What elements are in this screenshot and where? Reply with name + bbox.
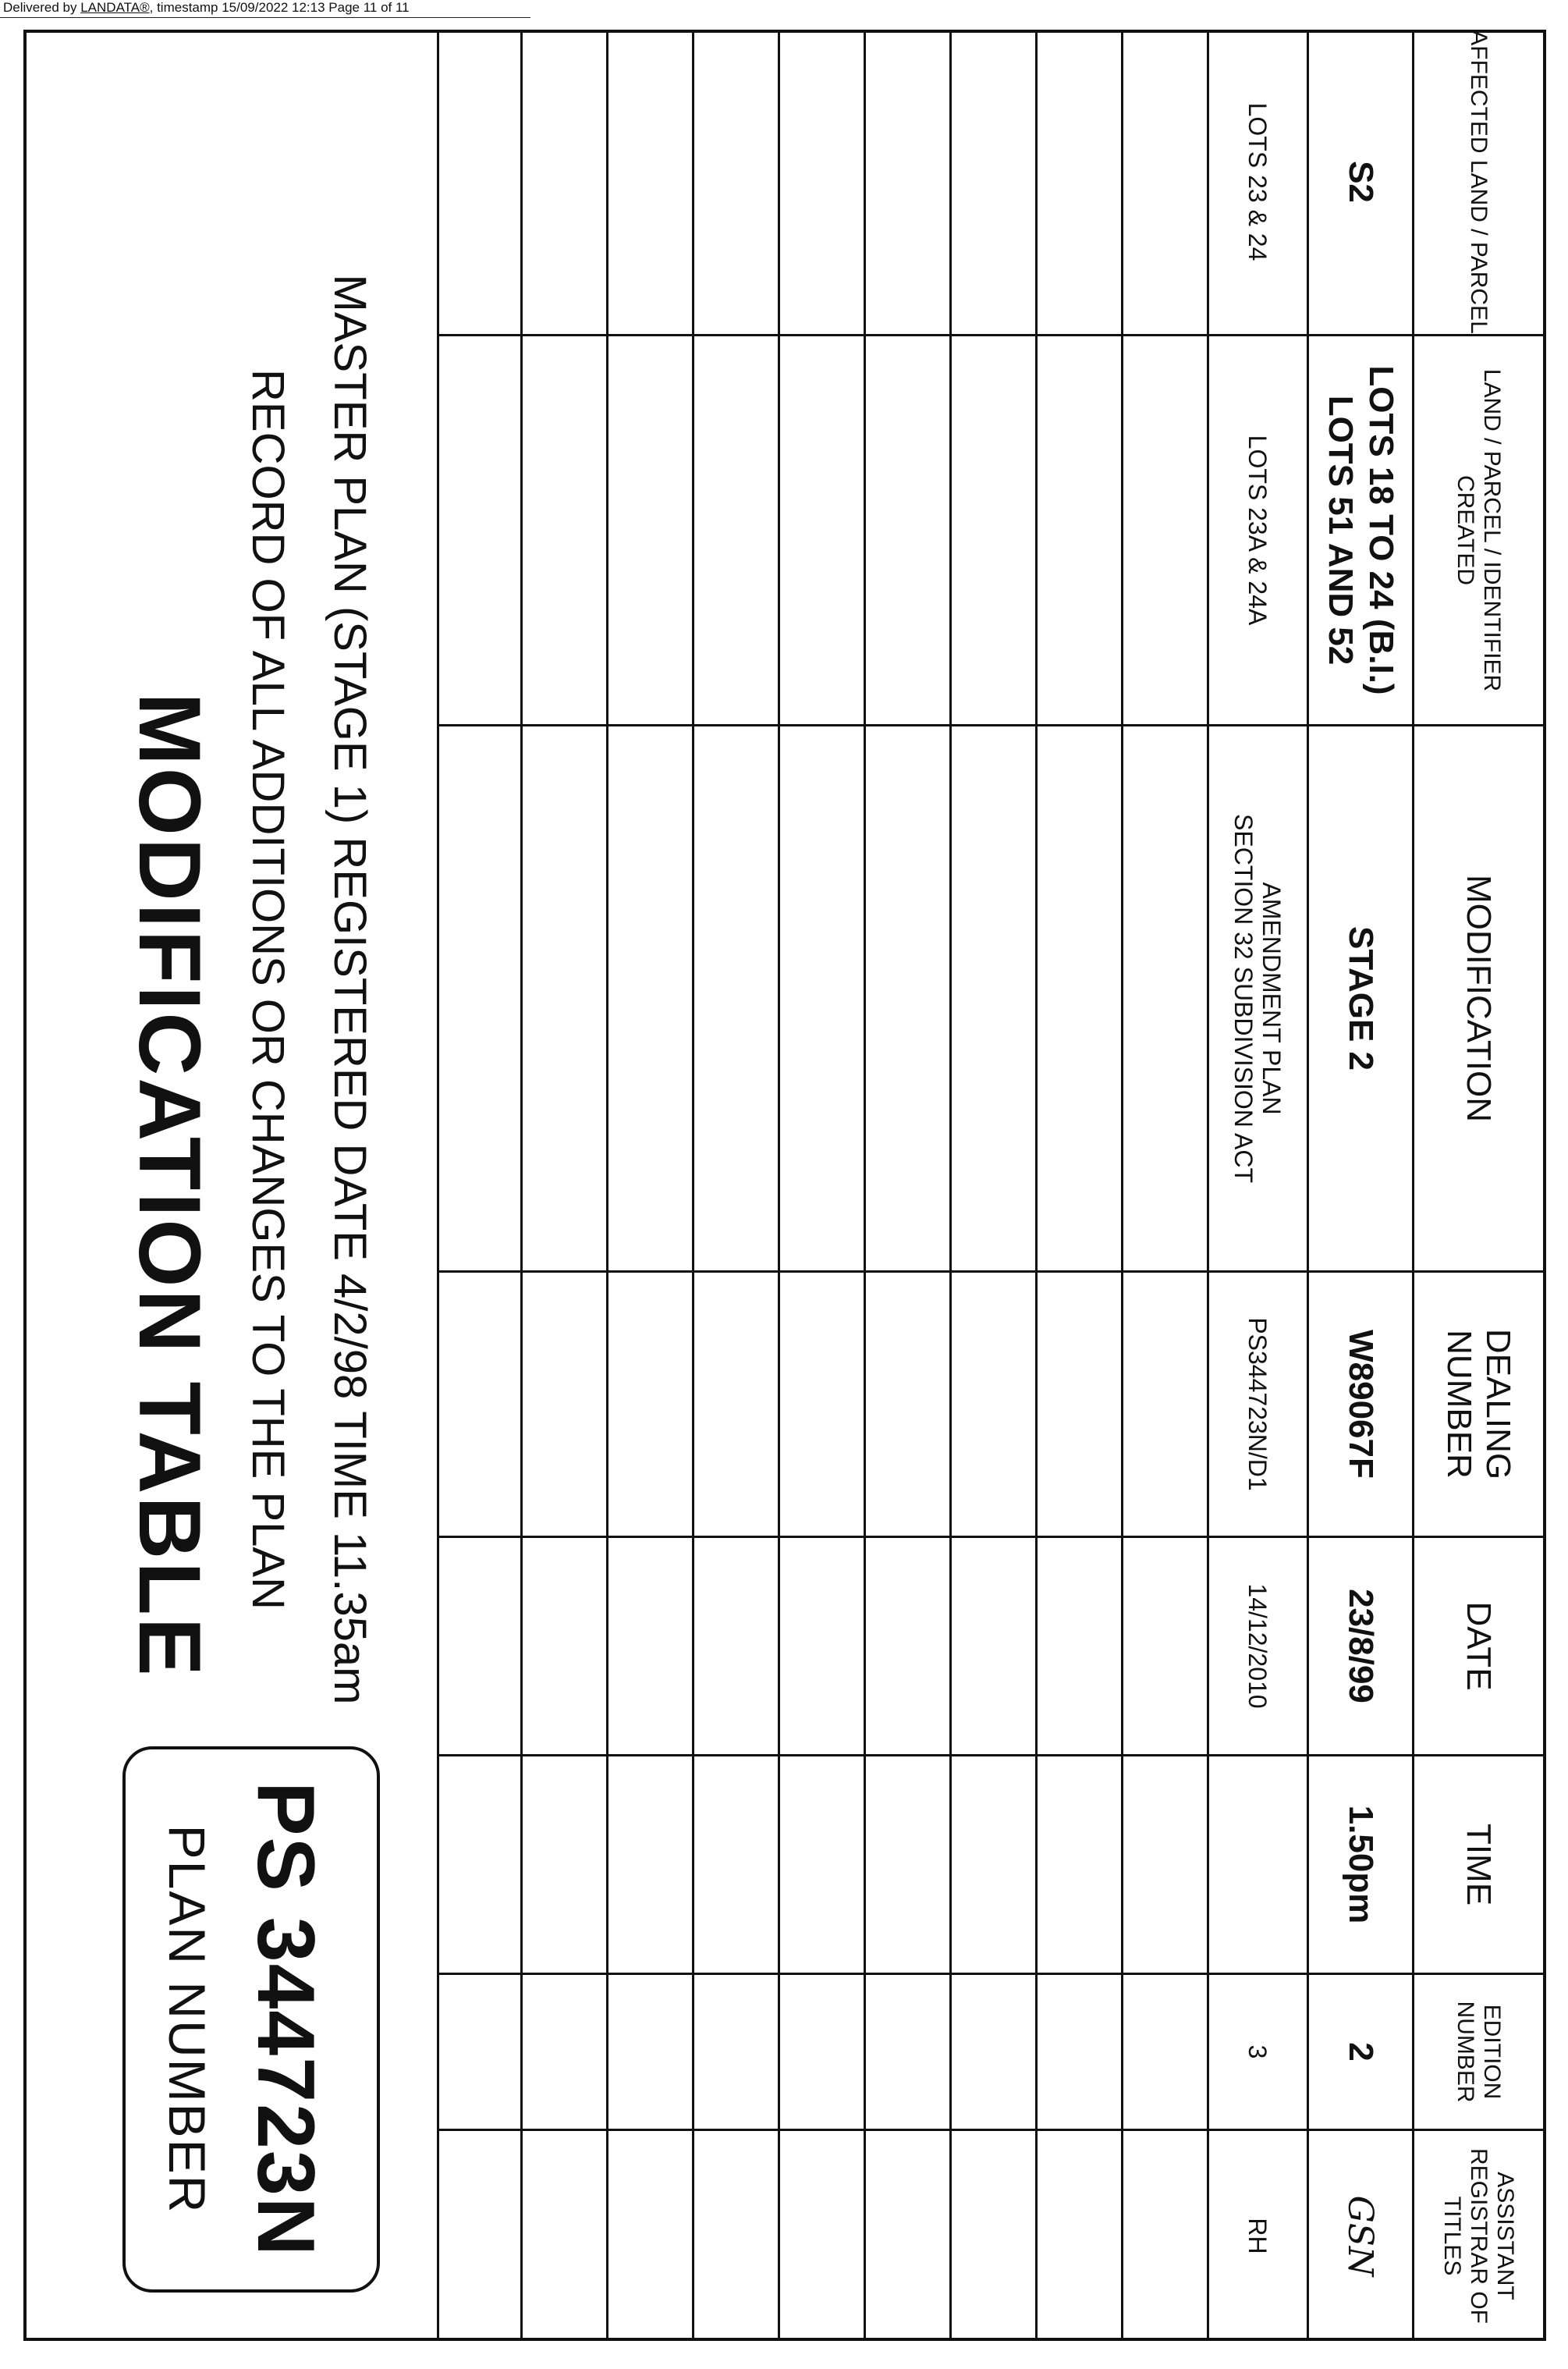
table-row bbox=[866, 30, 952, 2341]
table-cell bbox=[694, 724, 778, 1270]
modification-table bbox=[438, 30, 1546, 2341]
cell-time bbox=[1209, 1754, 1307, 1973]
cell-registrar-initials: RH bbox=[1209, 2129, 1307, 2341]
table-cell bbox=[608, 1536, 692, 1754]
table-cell bbox=[866, 1754, 949, 1973]
table-row bbox=[1038, 30, 1123, 2341]
cell-dealing: PS344723N/D1 bbox=[1209, 1270, 1307, 1536]
identifier-line2: LOTS 51 AND 52 bbox=[1321, 395, 1360, 666]
cell-modification bbox=[1309, 724, 1412, 1270]
delivery-header bbox=[3, 0, 410, 16]
table-cell bbox=[523, 2129, 606, 2341]
table-row bbox=[1123, 30, 1209, 2341]
table-cell bbox=[523, 1270, 606, 1536]
plan-number-box bbox=[122, 1746, 380, 2293]
col-modification-header: MODIFICATION bbox=[1414, 724, 1543, 1270]
landata-link[interactable]: LANDATA® bbox=[80, 0, 150, 15]
table-row bbox=[523, 30, 608, 2341]
table-cell bbox=[1038, 1536, 1121, 1754]
table-cell bbox=[780, 334, 864, 724]
table-cell bbox=[1123, 1270, 1207, 1536]
table-cell bbox=[1038, 724, 1121, 1270]
table-cell bbox=[694, 1973, 778, 2129]
table-cell bbox=[523, 724, 606, 1270]
table-cell bbox=[439, 30, 520, 334]
identifier-line1: LOTS 23A & 24A bbox=[1243, 435, 1272, 626]
cell-modification bbox=[1209, 724, 1307, 1270]
cell-edition: 2 bbox=[1309, 1973, 1412, 2129]
table-row bbox=[952, 30, 1038, 2341]
table-cell bbox=[866, 1536, 949, 1754]
rotated-sheet bbox=[23, 30, 1546, 2341]
table-cell bbox=[866, 2129, 949, 2341]
cell-time: 1.50pm bbox=[1309, 1754, 1412, 1973]
table-cell bbox=[1038, 1754, 1121, 1973]
table-cell bbox=[1038, 30, 1121, 334]
table-cell bbox=[952, 30, 1035, 334]
plan-number-value: PS 344723N bbox=[240, 1781, 331, 2257]
cell-identifier bbox=[1309, 334, 1412, 724]
table-cell bbox=[1123, 334, 1207, 724]
table-cell bbox=[439, 334, 520, 724]
table-cell bbox=[952, 1536, 1035, 1754]
table-cell bbox=[780, 30, 864, 334]
table-cell bbox=[523, 1973, 606, 2129]
table-cell bbox=[439, 2129, 520, 2341]
cell-date: 14/12/2010 bbox=[1209, 1536, 1307, 1754]
table-cell bbox=[1123, 724, 1207, 1270]
identifier-line1: LOTS 18 TO 24 (B.I.) bbox=[1362, 365, 1400, 695]
cell-affected: LOTS 23 & 24 bbox=[1243, 102, 1272, 261]
table-cell bbox=[694, 1754, 778, 1973]
table-cell bbox=[439, 1270, 520, 1536]
table-row bbox=[1209, 30, 1309, 2341]
table-cell bbox=[952, 334, 1035, 724]
subtitle-record: RECORD OF ALL ADDITIONS OR CHANGES TO THE PLAN bbox=[243, 369, 293, 1610]
table-cell bbox=[523, 1536, 606, 1754]
col-time-header: TIME bbox=[1414, 1754, 1543, 1973]
col-registrar-header: ASSISTANT REGISTRAR OF TITLES bbox=[1414, 2129, 1543, 2341]
table-cell bbox=[608, 334, 692, 724]
subtitle-master-plan: MASTER PLAN (STAGE 1) REGISTERED DATE 4/2/98 TIME 11.35am bbox=[325, 274, 375, 1705]
table-cell bbox=[523, 30, 606, 334]
page-title: MODIFICATION TABLE bbox=[121, 692, 218, 1678]
modification-line1: STAGE 2 bbox=[1342, 925, 1380, 1071]
table-cell bbox=[608, 30, 692, 334]
table-cell bbox=[608, 1973, 692, 2129]
table-cell bbox=[439, 1536, 520, 1754]
table-cell bbox=[608, 1754, 692, 1973]
table-cell bbox=[952, 2129, 1035, 2341]
table-cell bbox=[1123, 1536, 1207, 1754]
table-cell bbox=[1123, 30, 1207, 334]
table-row bbox=[437, 30, 523, 2341]
table-cell bbox=[1038, 1270, 1121, 1536]
table-cell bbox=[1038, 1973, 1121, 2129]
table-cell bbox=[1123, 1754, 1207, 1973]
cell-edition: 3 bbox=[1209, 1973, 1307, 2129]
table-cell bbox=[608, 724, 692, 1270]
modification-line1: AMENDMENT PLAN bbox=[1258, 882, 1286, 1115]
header-prefix: Delivered by bbox=[3, 0, 81, 15]
table-cell bbox=[1123, 2129, 1207, 2341]
table-row bbox=[1309, 30, 1414, 2341]
cell-date: 23/8/99 bbox=[1309, 1536, 1412, 1754]
table-cell bbox=[523, 1754, 606, 1973]
table-header-row bbox=[1414, 30, 1543, 2341]
table-cell bbox=[866, 1973, 949, 2129]
col-date-header: DATE bbox=[1414, 1536, 1543, 1754]
table-cell bbox=[952, 724, 1035, 1270]
table-cell bbox=[694, 334, 778, 724]
header-rule bbox=[0, 17, 530, 18]
table-cell bbox=[780, 1270, 864, 1536]
table-cell bbox=[866, 1270, 949, 1536]
plan-number-label: PLAN NUMBER bbox=[158, 1824, 216, 2214]
table-cell bbox=[1038, 334, 1121, 724]
col-dealing-header: DEALING NUMBER bbox=[1414, 1270, 1543, 1536]
table-cell bbox=[1123, 1973, 1207, 2129]
header-suffix: , timestamp 15/09/2022 12:13 Page 11 of 11 bbox=[149, 0, 410, 15]
table-cell bbox=[694, 1270, 778, 1536]
table-row bbox=[608, 30, 694, 2341]
cell-dealing: W89067F bbox=[1309, 1270, 1412, 1536]
table-cell bbox=[608, 2129, 692, 2341]
table-row bbox=[780, 30, 866, 2341]
table-cell bbox=[439, 1973, 520, 2129]
col-identifier-header: LAND / PARCEL / IDENTIFIER CREATED bbox=[1414, 334, 1543, 724]
table-cell bbox=[866, 724, 949, 1270]
col-edition-header: EDITION NUMBER bbox=[1414, 1973, 1543, 2129]
table-cell bbox=[780, 1536, 864, 1754]
cell-registrar-initials: GSN bbox=[1309, 2129, 1412, 2341]
table-cell bbox=[694, 2129, 778, 2341]
table-cell bbox=[780, 724, 864, 1270]
table-cell bbox=[866, 334, 949, 724]
table-cell bbox=[952, 1754, 1035, 1973]
col-affected-header: AFFECTED LAND / PARCEL bbox=[1466, 30, 1492, 334]
table-cell bbox=[694, 30, 778, 334]
cell-affected: S2 bbox=[1342, 161, 1380, 203]
table-cell bbox=[952, 1270, 1035, 1536]
table-cell bbox=[866, 30, 949, 334]
table-cell bbox=[780, 2129, 864, 2341]
table-cell bbox=[1038, 2129, 1121, 2341]
table-cell bbox=[694, 1536, 778, 1754]
table-cell bbox=[952, 1973, 1035, 2129]
cell-identifier bbox=[1209, 334, 1307, 724]
table-cell bbox=[608, 1270, 692, 1536]
table-cell bbox=[439, 724, 520, 1270]
table-cell bbox=[780, 1973, 864, 2129]
table-cell bbox=[523, 334, 606, 724]
table-cell bbox=[780, 1754, 864, 1973]
modification-line2: SECTION 32 SUBDIVISION ACT bbox=[1229, 814, 1258, 1183]
table-cell bbox=[439, 1754, 520, 1973]
table-row bbox=[694, 30, 780, 2341]
